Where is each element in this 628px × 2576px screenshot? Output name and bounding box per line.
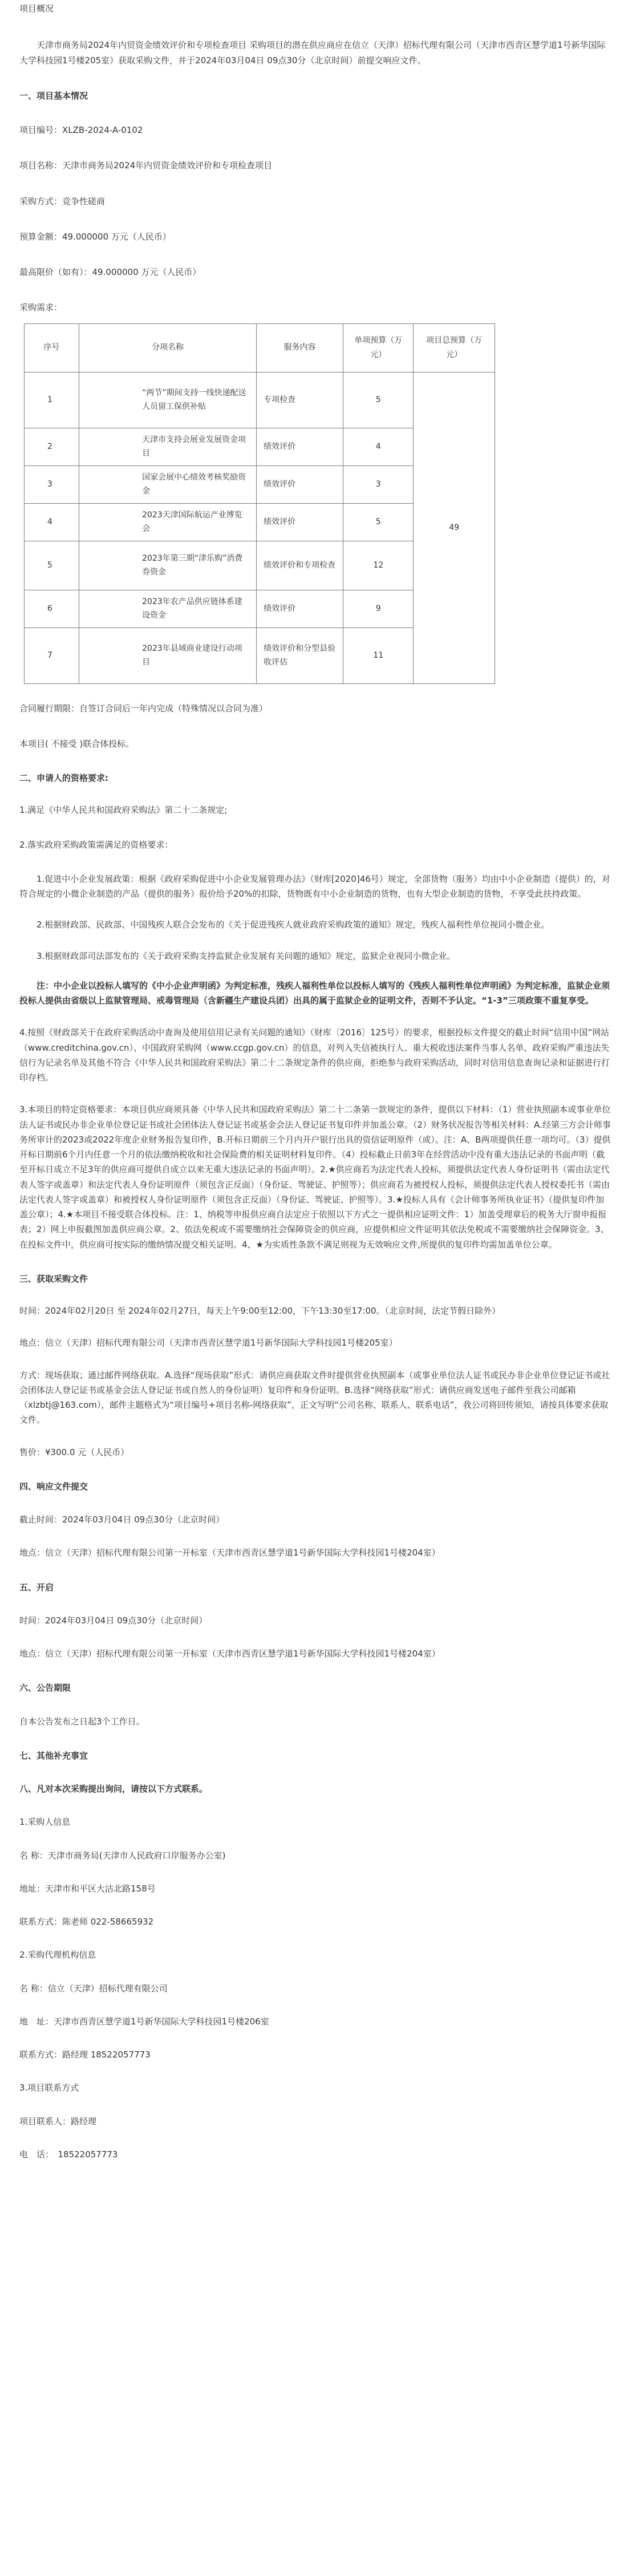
cell-item: 2023年第三期“津乐购”消费券资金 xyxy=(79,541,257,590)
col-header-unit-budget: 单项预算（万元） xyxy=(343,323,414,372)
cell-item: 2023天津国际航运产业博览会 xyxy=(79,503,257,541)
cell-unit-budget: 5 xyxy=(343,372,414,428)
cell-index: 4 xyxy=(25,503,79,541)
cell-index: 1 xyxy=(25,372,79,428)
cell-service: 专项检查 xyxy=(257,372,343,428)
purchaser-address: 地址：天津市和平区大沽北路158号 xyxy=(19,1883,156,1894)
cell-unit-budget: 4 xyxy=(343,428,414,465)
cell-index: 7 xyxy=(25,627,79,683)
opening-time: 时间：2024年03月04日 09点30分（北京时间） xyxy=(19,1615,208,1626)
cell-item: 天津市支持会展业发展资金项目 xyxy=(79,428,257,465)
cell-unit-budget: 9 xyxy=(343,590,414,627)
cell-service: 绩效评价和分型县验收评估 xyxy=(257,627,343,683)
section-3-title: 三、获取采购文件 xyxy=(19,1273,88,1284)
notice-period: 自本公告发布之日起3个工作日。 xyxy=(19,1716,145,1727)
opening-place: 地点：信立（天津）招标代理有限公司第一开标室（天津市西青区慧学道1号新华国际大学科技园1号楼204室） xyxy=(19,1649,440,1659)
project-contact-title: 3.项目联系方式 xyxy=(19,2083,79,2093)
obtain-time: 时间：2024年02月20日 至 2024年02月27日，每天上午9:00至12:00，下午13:30至17:00。（北京时间，法定节假日除外） xyxy=(19,1306,501,1316)
disabled-policy: 2.根据财政部、民政部、中国残疾人联合会发布的《关于促进残疾人就业政府采购政策的通知》规定，残疾人福利性单位视同小微企业。 xyxy=(37,920,550,930)
cell-item: “两节”期间支持一线快递配送人员留工保供补贴 xyxy=(79,372,257,428)
section-5-title: 五、开启 xyxy=(19,1582,54,1593)
project-number: 项目编号：XLZB-2024-A-0102 xyxy=(19,125,143,135)
purchaser-name: 名 称：天津市商务局(天津市人民政府口岸服务办公室) xyxy=(19,1850,226,1861)
section-1-title: 一、项目基本情况 xyxy=(19,90,88,101)
cell-item: 2023年农产品供应链体系建设资金 xyxy=(79,590,257,627)
qualification-1: 1.满足《中华人民共和国政府采购法》第二十二条规定; xyxy=(19,805,228,816)
agency-name: 名 称：信立（天津）招标代理有限公司 xyxy=(19,1983,168,1994)
agency-address: 地 址：天津市西青区慧学道1号新华国际大学科技园1号楼206室 xyxy=(19,2016,269,2027)
section-2-title: 二、申请人的资格要求: xyxy=(19,773,108,783)
procurement-needs-label: 采购需求： xyxy=(19,302,63,313)
col-header-total-budget: 项目总预算（万元） xyxy=(414,323,495,372)
procurement-items-table xyxy=(24,323,495,684)
project-contact-person: 项目联系人：路经理 xyxy=(19,2116,97,2127)
col-header-service: 服务内容 xyxy=(257,323,343,372)
cell-unit-budget: 12 xyxy=(343,541,414,590)
cell-index: 2 xyxy=(25,428,79,465)
cell-service: 绩效评价和专项检查 xyxy=(257,541,343,590)
section-4-title: 四、响应文件提交 xyxy=(19,1481,88,1492)
submission-deadline: 截止时间：2024年03月04日 09点30分（北京时间） xyxy=(19,1514,225,1525)
budget-amount: 预算金额：49.000000 万元（人民币） xyxy=(19,231,171,242)
cell-unit-budget: 3 xyxy=(343,465,414,503)
section-6-title: 六、公告期限 xyxy=(19,1683,71,1694)
table-row xyxy=(25,372,495,428)
agency-info-title: 2.采购代理机构信息 xyxy=(19,1950,96,1961)
project-name: 项目名称：天津市商务局2024年内贸资金绩效评价和专项检查项目 xyxy=(19,160,273,171)
overview-heading: 项目概况 xyxy=(19,3,54,14)
agency-contact: 联系方式：路经理 18522057773 xyxy=(19,2050,151,2060)
section-7-title: 七、其他补充事宜 xyxy=(19,1750,88,1761)
cell-service: 绩效评价 xyxy=(257,503,343,541)
cell-unit-budget: 11 xyxy=(343,627,414,683)
consortium-note: 本项目( 不接受 )联合体投标。 xyxy=(19,738,135,749)
cell-service: 绩效评价 xyxy=(257,590,343,627)
table-header-row xyxy=(25,323,495,372)
col-header-index: 序号 xyxy=(25,323,79,372)
section-8-title: 八、凡对本次采购提出询问，请按以下方式联系。 xyxy=(19,1784,208,1794)
policy-note: 注：中小企业以投标人填写的《中小企业声明函》为判定标准，残疾人福利性单位以投标人填写的《残疾人福利性单位声明函》为判定标准，监狱企业须投标人提供由省级以上监狱管理局、戒毒管理局（含新疆生产建设兵团）出具的属于监狱企业的证明文件，否则不予认定。“1-3”三项政策不重复享受。 xyxy=(19,980,610,1006)
purchaser-contact: 联系方式：陈老师 022-58665932 xyxy=(19,1917,154,1927)
prison-policy: 3.根据财政部司法部发布的《关于政府采购支持监狱企业发展有关问题的通知》规定，监狱企业视同小微企业。 xyxy=(37,950,456,961)
cell-unit-budget: 5 xyxy=(343,503,414,541)
qualification-2: 2.落实政府采购政策需满足的资格要求： xyxy=(19,839,173,850)
cell-index: 6 xyxy=(25,590,79,627)
cell-total-budget: 49 xyxy=(414,372,495,683)
sme-policy: 1.促进中小企业发展政策：根据《政府采购促进中小企业发展管理办法》（财库[2020]46号）规定，全部货物（服务）均由中小企业制造（提供）的，对符合规定的小微企业制造的产品（提供的服务）报价给予20%的扣除，货物既有中小企业制造的货物，也有大型企业制造的货物，不享受此扶持政策。 xyxy=(19,873,610,899)
cell-index: 3 xyxy=(25,465,79,503)
cell-item: 国家会展中心绩效考核奖励资金 xyxy=(79,465,257,503)
cell-item: 2023年县域商业建设行动项目 xyxy=(79,627,257,683)
project-contact-phone: 电 话： 18522057773 xyxy=(19,2149,118,2160)
submission-place: 地点：信立（天津）招标代理有限公司第一开标室（天津市西青区慧学道1号新华国际大学科技园1号楼204室） xyxy=(19,1548,440,1558)
max-price: 最高限价（如有）：49.000000 万元（人民币） xyxy=(19,267,201,277)
contract-period: 合同履行期限：自签订合同后一年内完成（特殊情况以合同为准） xyxy=(19,703,268,714)
cell-service: 绩效评价 xyxy=(257,465,343,503)
overview-text: 天津市商务局2024年内贸资金绩效评价和专项检查项目 采购项目的潜在供应商应在信立（天津）招标代理有限公司（天津市西青区慧学道1号新华国际大学科技园1号楼205室）获取采购文件，并于2024年03月04日 09点30分（北京时间）前提交响应文件。 xyxy=(19,40,606,66)
specific-qualification: 3.本项目的特定资格要求：本项目供应商须具备《中华人民共和国政府采购法》第二十二条第一款规定的条件，提供以下材料：（1）营业执照副本或事业单位法人证书或民办非企业单位登记证书或社会团体法人登记证书或基金会法人登记证书复印件并加盖公章。（2）财务状况报告等相关材料：A.经第三方会计师事务所审计的2023或2022年度企业财务报告复印件，B.开标日期前三个月内开户银行出具的资信证明原件（或）。注：A、B两项提供任意一项均可。（3）提供开标日期前6个月内任意一个月的依法缴纳税收和社会保险费的相关证明材料复印件。（4）投标截止日前3年在经营活动中没有重大违法记录的书面声明（截至开标日成立不足3年的供应商可提供自成立以来无重大违法记录的书面声明）。2.★供应商若为法定代表人投标，须提供法定代表人身份证明书（需由法定代表人签字或盖章）和法定代表人身份证明原件（须包含正反面）（身份证、驾驶证、护照等）；供应商若为被授权人投标，须提供法定代表人授权委托书（需由法定代表人签字或盖章）和被授权人身份证明原件（须包含正反面）（身份证、驾驶证、护照等）。3.★投标人具有《会计师事务所执业证书》（提供复印件加盖公章）；4.★本项目不接受联合体投标。注：1、纳税等申报供应商自法定应于依照以下方式之一提供相应证明文件：1）加盖受理章后的税务大厅窗申报报表；2）网上申报截图加盖供应商公章。2、依法免税或不需要缴纳社会保障资金的供应商，应提供相应文件证明其依法免税或不需要缴纳社会保障资金。3、在投标文件中，供应商可按实际的缴纳情况提交相关证明。4、★为实质性条款不满足则视为无效响应文件,所提供的复印件均需加盖单位公章。 xyxy=(19,1104,611,1250)
procurement-method: 采购方式：竞争性磋商 xyxy=(19,196,106,206)
col-header-item: 分项名称 xyxy=(79,323,257,372)
cell-index: 5 xyxy=(25,541,79,590)
purchaser-info-title: 1.采购人信息 xyxy=(19,1817,71,1828)
obtain-place: 地点：信立（天津）招标代理有限公司（天津市西青区慧学道1号新华国际大学科技园1号楼205室） xyxy=(19,1338,398,1348)
obtain-method: 方式：现场获取；通过邮件网络获取。A.选择“现场获取”形式：请供应商获取文件时提供营业执照副本（或事业单位法人证书或民办非企业单位登记证书或社会团体法人登记证书或基金会法人登记证书或自然人的身份证明）复印件和身份证明。B.选择“网络获取”形式：请供应商发送电子邮件至我公司邮箱（xlzbtj@163.com），邮件主题格式为“项目编号+项目名称-网络获取”，正文写明“公司名称、联系人、联系电话”，我公司将回传须知，请按具体要求获取文件。 xyxy=(19,1370,610,1425)
credit-record: 4.按照《财政部关于在政府采购活动中查询及使用信用记录有关问题的通知》（财库〔2016〕125号）的要求，根据投标文件提交的截止时间“信用中国”网站（www.creditchina.gov.cn）、中国政府采购网（www.ccgp.gov.cn）的信息，对列入失信被执行人、重大税收违法案件当事人名单、政府采购严重违法失信行为记录名单及其他不符合《中华人民共和国政府采购法》第二十二条规定条件的供应商，拒绝参与政府采购活动，同时对信用信息查询记录和证据进行打印存档。 xyxy=(19,1027,610,1083)
document-price: 售价：¥300.0 元（人民币） xyxy=(19,1447,129,1457)
cell-service: 绩效评价 xyxy=(257,428,343,465)
